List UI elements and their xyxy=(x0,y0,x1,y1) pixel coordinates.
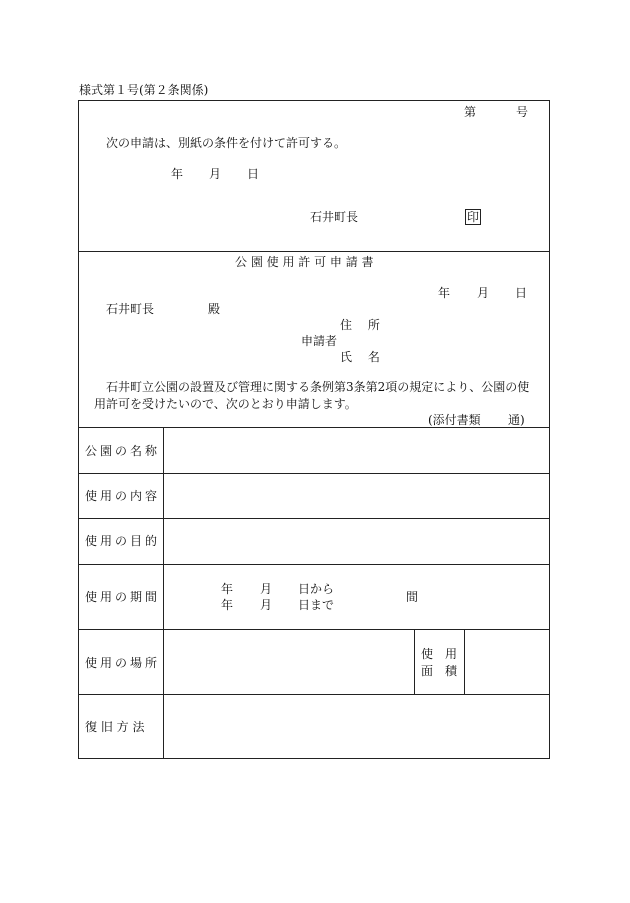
name-label: 氏 名 xyxy=(340,350,386,364)
area-column-divider-left xyxy=(414,629,415,694)
seal-mark: 印 xyxy=(466,210,479,224)
table-row-divider xyxy=(79,694,549,695)
section-divider xyxy=(79,251,549,252)
application-body-line-2: 用許可を受けたいので、次のとおり申請します。 xyxy=(94,397,357,411)
application-body-line-1: 石井町立公園の設置及び管理に関する条例第3条第2項の規定により、公園の使 xyxy=(106,380,530,394)
usage-area-label-line-2: 面 積 xyxy=(421,664,458,678)
restoration-method-label: 復 旧 方 法 xyxy=(85,720,145,734)
table-row-divider xyxy=(79,564,549,565)
usage-place-label: 使用の場所 xyxy=(85,656,161,670)
table-row-divider xyxy=(79,518,549,519)
table-row-divider xyxy=(79,473,549,474)
park-name-label: 公園の名称 xyxy=(85,444,161,458)
form-number-label: 様式第１号(第２条関係) xyxy=(79,83,209,97)
usage-period-label: 使用の期間 xyxy=(85,590,161,604)
period-to-month: 月 xyxy=(260,598,273,612)
application-form-frame xyxy=(78,100,550,759)
table-label-column-divider xyxy=(163,427,164,759)
application-title: 公 園 使 用 許 可 申 請 書 xyxy=(235,255,374,269)
period-to-year: 年 xyxy=(221,598,234,612)
application-date-year: 年 xyxy=(438,286,451,300)
permission-date-day: 日 xyxy=(247,167,260,181)
usage-area-label-line-1: 使 用 xyxy=(421,647,458,661)
permission-date-month: 月 xyxy=(209,167,222,181)
application-date-day: 日 xyxy=(515,286,528,300)
issuer-name: 石井町長 xyxy=(310,210,359,224)
permission-statement: 次の申請は、別紙の条件を付けて許可する。 xyxy=(106,136,347,150)
addressee-honorific: 殿 xyxy=(208,302,221,316)
period-to-day: 日まで xyxy=(298,598,335,612)
permission-number-dai: 第 xyxy=(464,105,477,119)
period-from-month: 月 xyxy=(260,582,273,596)
period-from-year: 年 xyxy=(221,582,234,596)
period-from-day: 日から xyxy=(298,582,335,596)
usage-content-label: 使用の内容 xyxy=(85,489,161,503)
attachments-open: (添付書類 xyxy=(428,413,481,427)
area-column-divider-right xyxy=(464,629,465,694)
applicant-label: 申請者 xyxy=(301,334,338,348)
period-duration: 間 xyxy=(406,590,419,604)
table-row-divider xyxy=(79,629,549,630)
table-top-border xyxy=(79,427,549,428)
addressee-name: 石井町長 xyxy=(106,302,155,316)
attachments-close: 通) xyxy=(508,413,525,427)
permission-number-go: 号 xyxy=(516,105,529,119)
address-label: 住 所 xyxy=(340,318,386,332)
permission-date-year: 年 xyxy=(171,167,184,181)
usage-purpose-label: 使用の目的 xyxy=(85,534,161,548)
application-date-month: 月 xyxy=(477,286,490,300)
